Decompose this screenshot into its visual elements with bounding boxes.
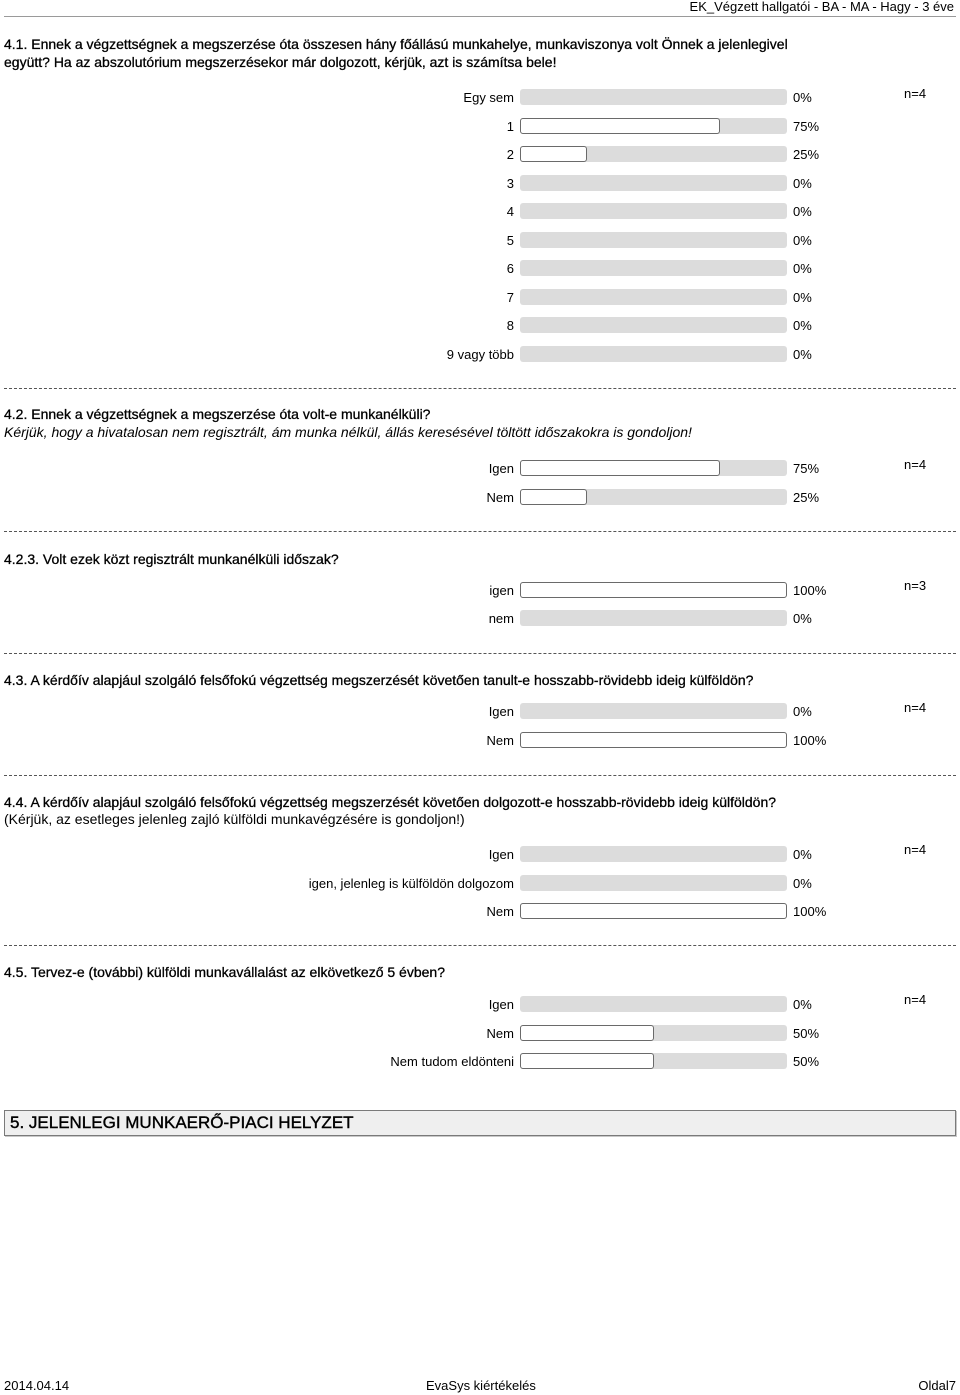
answer-option-percent: 0%: [793, 997, 812, 1012]
answer-option-row: [0, 173, 960, 195]
divider: [4, 531, 956, 532]
answer-bar-track: [520, 1025, 787, 1041]
answer-bar-track: [520, 875, 787, 891]
footer-center: EvaSys kiértékelés: [426, 1378, 536, 1393]
answer-option-row: [0, 258, 960, 280]
answer-option-label: nem: [488, 611, 514, 626]
answer-bar-track: [520, 903, 787, 919]
question-4-3-title: 4.3. A kérdőív alapjául szolgáló felsőfokú végzettség megszerzését követően tanult-e hosszabb-rövidebb ideig külföldön?: [4, 672, 754, 688]
answer-option-percent: 0%: [793, 176, 812, 191]
answer-bar-fill: [520, 732, 787, 748]
answer-option-row: [0, 580, 960, 602]
answer-bar-fill: [520, 1025, 654, 1041]
answer-option-label: 1: [506, 119, 514, 134]
answer-bar-track: [520, 118, 787, 134]
answer-option-label: 9 vagy több: [446, 347, 514, 362]
answer-option-row: [0, 608, 960, 630]
header-rule: [4, 16, 956, 17]
answer-option-percent: 100%: [793, 583, 827, 598]
answer-option-row: [0, 315, 960, 337]
answer-bar-track: [520, 89, 787, 105]
answer-bar-fill: [520, 118, 720, 134]
answer-option-row: [0, 730, 960, 752]
answer-option-percent: 0%: [793, 233, 812, 248]
answer-bar-fill: [520, 489, 587, 505]
answer-bar-track: [520, 846, 787, 862]
answer-bar-track: [520, 203, 787, 219]
answer-option-label: 3: [506, 176, 514, 191]
question-4-1-title-line-1: 4.1. Ennek a végzettségnek a megszerzése óta összesen hány főállású munkahelye, munkaviszonya volt Önnek a jelenlegivel: [4, 36, 788, 52]
answer-option-label: 4: [506, 204, 514, 219]
answer-option-percent: 0%: [793, 318, 812, 333]
question-4-2-title: 4.2. Ennek a végzettségnek a megszerzése óta volt-e munkanélküli?: [4, 406, 431, 422]
answer-option-percent: 100%: [793, 733, 827, 748]
answer-option-label: 2: [506, 147, 514, 162]
question-4-2-subtitle-text: Kérjük, hogy a hivatalosan nem regisztrált, ám munka nélkül, állás keresésével töltött időszakokra is gondoljon!: [4, 424, 692, 440]
answer-bar-track: [520, 260, 787, 276]
answer-option-row: [0, 287, 960, 309]
answer-option-row: [0, 1023, 960, 1045]
answer-option-percent: 100%: [793, 904, 827, 919]
answer-option-label: igen, jelenleg is külföldön dolgozom: [308, 876, 514, 891]
document-title: EK_Végzett hallgatói - BA - MA - Hagy - 3 éve: [689, 0, 954, 14]
answer-option-label: 8: [506, 318, 514, 333]
answer-option-row: [0, 1051, 960, 1073]
question-4-4-subtitle: (Kérjük, az esetleges jelenleg zajló külföldi munkavégzésére is gondoljon!): [4, 811, 465, 827]
answer-option-label: 5: [506, 233, 514, 248]
divider: [4, 388, 956, 389]
answer-bar-track: [520, 732, 787, 748]
answer-option-percent: 0%: [793, 204, 812, 219]
answer-option-percent: 50%: [793, 1054, 820, 1069]
answer-option-row: [0, 701, 960, 723]
answer-option-percent: 0%: [793, 611, 812, 626]
answer-option-row: [0, 844, 960, 866]
answer-option-percent: 25%: [793, 147, 820, 162]
answer-option-row: [0, 487, 960, 509]
question-4-1-n: n=4: [904, 86, 927, 101]
answer-option-label: Igen: [488, 461, 514, 476]
section-title: 5. JELENLEGI MUNKAERŐ-PIACI HELYZET: [10, 1113, 354, 1132]
answer-option-row: [0, 901, 960, 923]
answer-option-label: Nem: [486, 490, 514, 505]
answer-option-label: 7: [506, 290, 514, 305]
answer-option-row: [0, 116, 960, 138]
answer-option-row: [0, 994, 960, 1016]
answer-option-percent: 0%: [793, 90, 812, 105]
answer-bar-track: [520, 146, 787, 162]
footer-page: Oldal7: [918, 1378, 956, 1393]
answer-bar-track: [520, 346, 787, 362]
answer-option-label: Nem: [486, 904, 514, 919]
answer-option-label: Egy sem: [463, 90, 514, 105]
question-4-4-n: n=4: [904, 842, 927, 857]
answer-bar-track: [520, 582, 787, 598]
answer-bar-fill: [520, 1053, 654, 1069]
footer-date: 2014.04.14: [4, 1378, 70, 1393]
answer-option-label: Nem tudom eldönteni: [390, 1054, 514, 1069]
answer-option-row: [0, 201, 960, 223]
answer-option-percent: 0%: [793, 347, 812, 362]
answer-option-label: Igen: [488, 997, 514, 1012]
answer-bar-track: [520, 489, 787, 505]
answer-option-percent: 0%: [793, 290, 812, 305]
answer-bar-track: [520, 232, 787, 248]
question-4-2-3-n: n=3: [904, 578, 927, 593]
answer-option-label: Igen: [488, 847, 514, 862]
answer-option-label: igen: [489, 583, 514, 598]
answer-option-percent: 50%: [793, 1026, 820, 1041]
answer-option-row: [0, 344, 960, 366]
answer-option-row: [0, 230, 960, 252]
answer-bar-track: [520, 175, 787, 191]
answer-bar-track: [520, 1053, 787, 1069]
answer-option-percent: 0%: [793, 704, 812, 719]
answer-bar-track: [520, 610, 787, 626]
question-4-5-n: n=4: [904, 992, 927, 1007]
question-4-1-title-line-2: együtt? Ha az abszolutórium megszerzésekor már dolgozott, kérjük, azt is számítsa bele!: [4, 54, 557, 70]
answer-option-label: Nem: [486, 1026, 514, 1041]
answer-bar-fill: [520, 460, 720, 476]
answer-option-row: [0, 458, 960, 480]
question-4-2-n: n=4: [904, 457, 927, 472]
answer-option-percent: 75%: [793, 119, 820, 134]
answer-option-label: 6: [506, 261, 514, 276]
answer-option-row: [0, 144, 960, 166]
question-4-4-title: 4.4. A kérdőív alapjául szolgáló felsőfokú végzettség megszerzését követően dolgozott-e hosszabb-rövidebb ideig külföldön?: [4, 794, 777, 810]
answer-option-percent: 25%: [793, 490, 820, 505]
question-4-2-3-title: 4.2.3. Volt ezek közt regisztrált munkanélküli időszak?: [4, 551, 339, 567]
answer-option-percent: 75%: [793, 461, 820, 476]
divider: [4, 653, 956, 654]
answer-bar-fill: [520, 903, 787, 919]
answer-option-row: [0, 87, 960, 109]
answer-bar-track: [520, 289, 787, 305]
answer-bar-track: [520, 996, 787, 1012]
answer-bar-track: [520, 317, 787, 333]
divider: [4, 775, 956, 776]
question-4-2-subtitle: [4, 423, 692, 441]
answer-option-label: Nem: [486, 733, 514, 748]
answer-bar-fill: [520, 146, 587, 162]
answer-bar-track: [520, 460, 787, 476]
answer-option-row: [0, 873, 960, 895]
question-4-3-n: n=4: [904, 700, 927, 715]
answer-option-label: Igen: [488, 704, 514, 719]
answer-option-percent: 0%: [793, 261, 812, 276]
question-4-5-title: 4.5. Tervez-e (további) külföldi munkavállalást az elkövetkező 5 évben?: [4, 964, 445, 980]
answer-bar-fill: [520, 582, 787, 598]
answer-option-percent: 0%: [793, 876, 812, 891]
divider: [4, 945, 956, 946]
section-header: [4, 1110, 956, 1136]
answer-bar-track: [520, 703, 787, 719]
answer-option-percent: 0%: [793, 847, 812, 862]
